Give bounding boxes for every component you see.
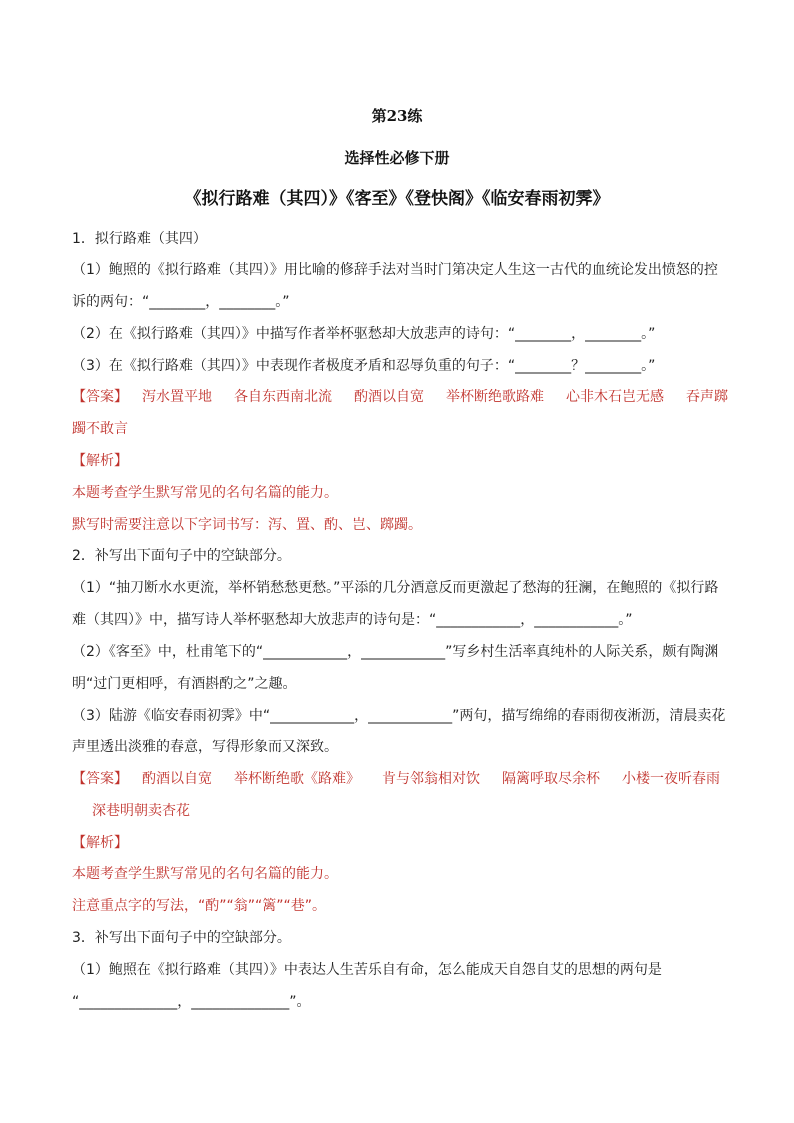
- answer-item: 举杯断绝歌路难: [446, 389, 544, 405]
- q2-analysis-1: 本题考查学生默写常见的名句名篇的能力。: [72, 866, 338, 882]
- answer-item: 肯与邻翁相对饮: [382, 771, 480, 787]
- q1-analysis-1: 本题考查学生默写常见的名句名篇的能力。: [72, 485, 338, 501]
- q1-analysis-2: 默写时需要注意以下字词书写：泻、置、酌、岂、踯躅。: [72, 517, 422, 533]
- answer-item: 泻水置平地: [142, 389, 212, 405]
- q2-analysis-label: 【解析】: [72, 835, 128, 851]
- book-title: 选择性必修下册: [344, 149, 450, 167]
- q2-item-1-line-2: 难（其四）》中，描写诗人举杯驱愁却大放悲声的诗句是：“____________，____________。”: [72, 612, 633, 628]
- lesson-number: 第23练: [371, 107, 423, 125]
- answer-item: 举杯断绝歌《路难》: [234, 771, 360, 787]
- q1-heading: 1．拟行路难（其四）: [72, 231, 207, 247]
- q2-item-3-line-2: 声里透出淡雅的春意，写得形象而又深致。: [72, 739, 338, 755]
- q3-item-1-line-2: “______________，______________”。: [72, 994, 311, 1010]
- q2-item-2-line-1: （2）《客至》中，杜甫笔下的“____________，____________”写乡村生活率真纯朴的人际关系，颇有陶渊: [72, 644, 719, 660]
- q2-analysis-2: 注意重点字的写法，“酌”“翁”“篱”“巷”。: [72, 898, 327, 914]
- answer-item: 酌酒以自宽: [142, 771, 212, 787]
- answer-item: 小楼一夜听春雨: [622, 771, 720, 787]
- answer-item: 隔篱呼取尽余杯: [502, 771, 600, 787]
- answer-item: 吞声踯: [686, 389, 728, 405]
- answer-label: 【答案】: [72, 771, 128, 787]
- answer-item: 各自东西南北流: [234, 389, 332, 405]
- q1-item-2: （2）在《拟行路难（其四）》中描写作者举杯驱愁却大放悲声的诗句：“________，________。”: [72, 326, 656, 342]
- q2-item-2-line-2: 明“过门更相呼，有酒斟酌之”之趣。: [72, 676, 297, 692]
- answer-label: 【答案】: [72, 389, 128, 405]
- q3-heading: 3．补写出下面句子中的空缺部分。: [72, 930, 291, 946]
- q2-answer-continued: 深巷明朝卖杏花: [92, 803, 190, 819]
- q2-heading: 2．补写出下面句子中的空缺部分。: [72, 548, 291, 564]
- q2-item-3-line-1: （3）陆游《临安春雨初霁》中“____________，____________”两句，描写绵绵的春雨彻夜淅沥，清晨卖花: [72, 708, 726, 724]
- q2-answer-line: [72, 769, 732, 789]
- q1-answer-line: [72, 387, 732, 407]
- q2-item-1-line-1: （1）“抽刀断水水更流，举杯销愁愁更愁。”平添的几分酒意反而更激起了愁海的狂澜，在鲍照的《拟行路: [72, 580, 719, 596]
- q1-analysis-label: 【解析】: [72, 453, 128, 469]
- q3-item-1-line-1: （1）鲍照在《拟行路难（其四）》中表达人生苦乐自有命，怎么能成天自怨自艾的思想的两句是: [72, 962, 662, 978]
- answer-item: 心非木石岂无感: [566, 389, 664, 405]
- answer-item: 酌酒以自宽: [354, 389, 424, 405]
- q1-item-3: （3）在《拟行路难（其四）》中表现作者极度矛盾和忍辱负重的句子：“________？________。”: [72, 358, 656, 374]
- poem-titles: 《拟行路难（其四）》《客至》《登快阁》《临安春雨初霁》: [184, 189, 610, 209]
- q1-answer-continued: 躅不敢言: [72, 421, 128, 437]
- q1-item-1-line-2: 诉的两句：“________，________。”: [72, 294, 290, 310]
- q1-item-1-line-1: （1）鲍照的《拟行路难（其四）》用比喻的修辞手法对当时门第决定人生这一古代的血统论发出愤怒的控: [72, 262, 718, 278]
